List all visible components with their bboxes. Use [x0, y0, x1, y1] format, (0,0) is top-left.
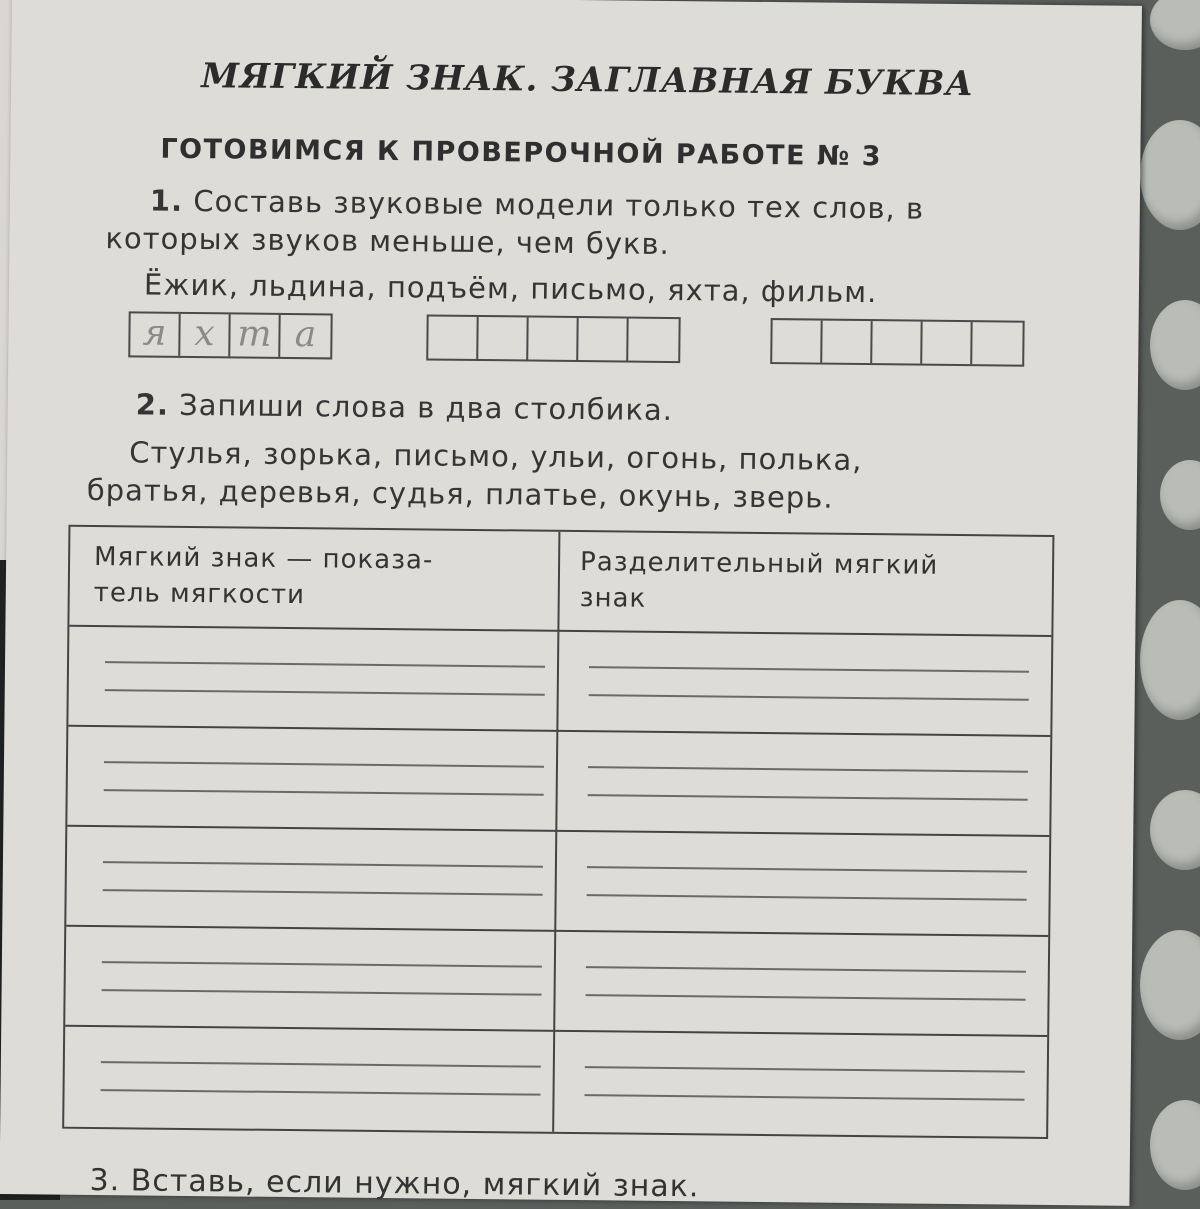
task1-number: 1. — [149, 183, 184, 218]
writing-line[interactable] — [102, 961, 542, 968]
writing-line[interactable] — [101, 1061, 541, 1068]
writing-line[interactable] — [588, 794, 1028, 801]
sound-cell[interactable] — [972, 322, 1022, 365]
writing-line[interactable] — [105, 689, 545, 696]
writing-line[interactable] — [102, 989, 542, 996]
task3-instruction: 3. Вставь, если нужно, мягкий знак. — [89, 1162, 700, 1205]
writing-line[interactable] — [105, 661, 545, 668]
sound-cell[interactable] — [772, 320, 822, 363]
writing-line[interactable] — [589, 694, 1029, 701]
sound-cell[interactable]: а — [294, 314, 317, 356]
writing-line[interactable] — [587, 866, 1027, 873]
task1-line2: которых звуков меньше, чем букв. — [105, 221, 670, 261]
task2-number: 2. — [135, 387, 170, 422]
sound-cell[interactable]: т — [230, 314, 280, 357]
writing-line[interactable] — [103, 861, 543, 868]
writing-line[interactable] — [104, 789, 544, 796]
page-title: МЯГКИЙ ЗНАК. ЗАГЛАВНАЯ БУКВА — [200, 56, 975, 105]
sound-cell[interactable] — [578, 318, 628, 361]
row-divider — [65, 1025, 1047, 1037]
task1-instruction — [150, 184, 925, 226]
task1-words: Ёжик, льдина, подъём, письмо, яхта, фильм. — [143, 267, 878, 310]
row-divider — [66, 925, 1048, 937]
sound-cell[interactable]: я — [130, 313, 180, 356]
column-header-soft-sign — [94, 539, 434, 615]
sound-model-2[interactable] — [426, 314, 680, 363]
col2-header-line2: знак — [579, 583, 647, 614]
sound-model-1[interactable] — [128, 311, 332, 359]
writing-line[interactable] — [588, 766, 1028, 773]
column-header-separating-sign — [580, 544, 939, 620]
task2-words2: братья, деревья, судья, платье, окунь, зверь. — [86, 472, 834, 515]
task2-words1: Стулья, зорька, письмо, ульи, огонь, полька, — [129, 435, 863, 478]
writing-line[interactable] — [103, 889, 543, 896]
writing-line[interactable] — [586, 966, 1026, 973]
writing-line[interactable] — [586, 994, 1026, 1001]
writing-line[interactable] — [585, 1066, 1025, 1073]
row-divider — [67, 825, 1049, 837]
sound-cell[interactable]: х — [180, 314, 230, 357]
sound-cell[interactable] — [922, 322, 972, 365]
row-divider — [69, 625, 1051, 637]
writing-line[interactable] — [587, 894, 1027, 901]
page-subtitle: ГОТОВИМСЯ К ПРОВЕРОЧНОЙ РАБОТЕ № 3 — [160, 133, 883, 173]
sound-cell[interactable] — [872, 321, 922, 364]
task1-line1: Составь звуковые модели только тех слов, в — [193, 183, 925, 226]
writing-line[interactable] — [101, 1089, 541, 1096]
task2-instruction — [136, 387, 674, 427]
writing-line[interactable] — [589, 666, 1029, 673]
col2-header-line1: Разделительный мягкий — [579, 547, 939, 581]
col1-header-line1: Мягкий знак — показа- — [93, 541, 434, 576]
row-divider — [68, 725, 1050, 737]
answer-table — [62, 525, 1054, 1139]
sound-cell[interactable] — [478, 317, 528, 360]
sound-cell[interactable] — [428, 316, 478, 359]
col1-header-line2: тель мягкости — [93, 577, 306, 611]
sound-cell[interactable] — [528, 318, 578, 361]
writing-line[interactable] — [104, 761, 544, 768]
sound-cell[interactable] — [628, 319, 678, 362]
task2-line1: Запиши слова в два столбика. — [178, 387, 674, 428]
sound-model-3[interactable] — [770, 318, 1024, 367]
writing-line[interactable] — [585, 1094, 1025, 1101]
sound-cell[interactable] — [822, 321, 872, 364]
